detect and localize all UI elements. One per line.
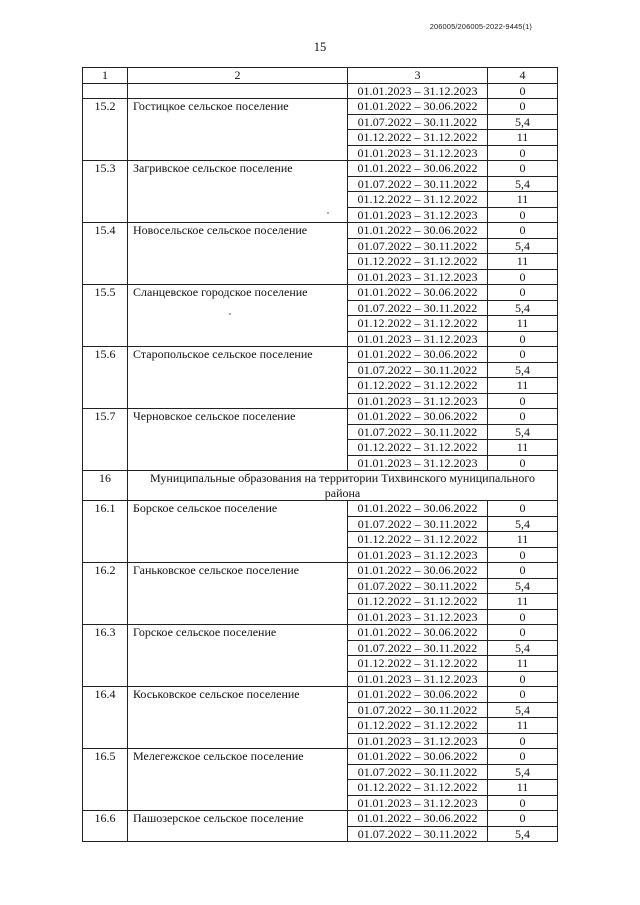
row-number: 15.7	[83, 409, 128, 471]
value-cell: 11	[488, 254, 558, 270]
value-cell: 5,4	[488, 300, 558, 316]
value-cell: 5,4	[488, 702, 558, 718]
scan-speck	[327, 212, 329, 214]
row-name	[128, 83, 348, 99]
period-cell: 01.07.2022 – 30.11.2022	[348, 424, 488, 440]
value-cell: 5,4	[488, 424, 558, 440]
period-cell: 01.01.2022 – 30.06.2022	[348, 285, 488, 301]
row-number: 16.5	[83, 749, 128, 811]
period-cell: 01.01.2022 – 30.06.2022	[348, 161, 488, 177]
value-cell: 11	[488, 780, 558, 796]
period-cell: 01.01.2023 – 31.12.2023	[348, 331, 488, 347]
period-cell: 01.01.2022 – 30.06.2022	[348, 625, 488, 641]
value-cell: 11	[488, 378, 558, 394]
group-title: Муниципальные образования на территории Тихвинского муниципального района	[128, 471, 558, 501]
value-cell: 11	[488, 130, 558, 146]
value-cell: 5,4	[488, 176, 558, 192]
value-cell: 0	[488, 563, 558, 579]
column-header-2: 2	[128, 68, 348, 84]
settlement-name: Старопольское сельское поселение	[128, 347, 348, 409]
period-cell: 01.07.2022 – 30.11.2022	[348, 578, 488, 594]
table-row	[83, 687, 558, 703]
value-cell: 0	[488, 609, 558, 625]
column-header-1: 1	[83, 68, 128, 84]
settlement-name: Горское сельское поселение	[128, 625, 348, 687]
page-number: 15	[313, 40, 327, 54]
value-cell: 5,4	[488, 362, 558, 378]
settlement-name: Коськовское сельское поселение	[128, 687, 348, 749]
value-cell: 5,4	[488, 826, 558, 842]
period-cell: 01.12.2022 – 31.12.2022	[348, 656, 488, 672]
period-cell: 01.12.2022 – 31.12.2022	[348, 130, 488, 146]
settlement-name: Борское сельское поселение	[128, 501, 348, 563]
settlement-name: Черновское сельское поселение	[128, 409, 348, 471]
period-cell: 01.07.2022 – 30.11.2022	[348, 764, 488, 780]
period-cell: 01.12.2022 – 31.12.2022	[348, 316, 488, 332]
table-row	[83, 223, 558, 239]
row-number: 16.2	[83, 563, 128, 625]
value-cell: 0	[488, 501, 558, 517]
value-cell: 11	[488, 192, 558, 208]
value-cell: 5,4	[488, 764, 558, 780]
period-cell: 01.07.2022 – 30.11.2022	[348, 702, 488, 718]
value-cell: 0	[488, 269, 558, 285]
row-number: 16.6	[83, 811, 128, 842]
period-cell: 01.12.2022 – 31.12.2022	[348, 718, 488, 734]
period-cell: 01.07.2022 – 30.11.2022	[348, 238, 488, 254]
group-row	[83, 471, 558, 501]
value-cell: 5,4	[488, 516, 558, 532]
value-cell: 11	[488, 594, 558, 610]
value-cell: 11	[488, 532, 558, 548]
value-cell: 0	[488, 285, 558, 301]
table-row	[83, 285, 558, 301]
table-row	[83, 501, 558, 517]
value-cell: 5,4	[488, 578, 558, 594]
period-cell: 01.12.2022 – 31.12.2022	[348, 378, 488, 394]
table-row	[83, 625, 558, 641]
period-cell: 01.12.2022 – 31.12.2022	[348, 254, 488, 270]
value-cell: 11	[488, 316, 558, 332]
table-row	[83, 563, 558, 579]
table-header-row	[83, 68, 558, 84]
value-cell: 0	[488, 409, 558, 425]
period-cell: 01.07.2022 – 30.11.2022	[348, 362, 488, 378]
value-cell: 0	[488, 145, 558, 161]
table-row	[83, 811, 558, 827]
value-cell: 5,4	[488, 238, 558, 254]
tariff-table	[82, 67, 558, 842]
group-number: 16	[83, 471, 128, 501]
period-cell: 01.01.2023 – 31.12.2023	[348, 795, 488, 811]
settlement-name: Мелегежское сельское поселение	[128, 749, 348, 811]
period-cell: 01.01.2023 – 31.12.2023	[348, 609, 488, 625]
value-cell: 0	[488, 347, 558, 363]
period-cell: 01.07.2022 – 30.11.2022	[348, 114, 488, 130]
period-cell: 01.01.2023 – 31.12.2023	[348, 207, 488, 223]
period-cell: 01.01.2023 – 31.12.2023	[348, 547, 488, 563]
row-number: 16.4	[83, 687, 128, 749]
settlement-name: Новосельское сельское поселение	[128, 223, 348, 285]
settlement-name: Загривское сельское поселение	[128, 161, 348, 223]
period-cell: 01.12.2022 – 31.12.2022	[348, 780, 488, 796]
period-cell: 01.01.2022 – 30.06.2022	[348, 563, 488, 579]
period-cell: 01.07.2022 – 30.11.2022	[348, 300, 488, 316]
table-row	[83, 409, 558, 425]
value-cell: 0	[488, 83, 558, 99]
table-row	[83, 749, 558, 765]
settlement-name: Ганьковское сельское поселение	[128, 563, 348, 625]
column-header-4: 4	[488, 68, 558, 84]
value-cell: 0	[488, 99, 558, 115]
settlement-name: Гостицкое сельское поселение	[128, 99, 348, 161]
value-cell: 0	[488, 393, 558, 409]
value-cell: 11	[488, 656, 558, 672]
value-cell: 0	[488, 811, 558, 827]
period-cell: 01.01.2023 – 31.12.2023	[348, 269, 488, 285]
row-number: 15.2	[83, 99, 128, 161]
table-body	[83, 68, 558, 842]
period-cell: 01.01.2023 – 31.12.2023	[348, 455, 488, 471]
period-cell: 01.07.2022 – 30.11.2022	[348, 826, 488, 842]
period-cell: 01.07.2022 – 30.11.2022	[348, 640, 488, 656]
period-cell: 01.01.2022 – 30.06.2022	[348, 347, 488, 363]
period-cell: 01.01.2023 – 31.12.2023	[348, 83, 488, 99]
value-cell: 0	[488, 795, 558, 811]
period-cell: 01.01.2022 – 30.06.2022	[348, 99, 488, 115]
value-cell: 11	[488, 440, 558, 456]
period-cell: 01.01.2022 – 30.06.2022	[348, 501, 488, 517]
scan-speck	[229, 313, 231, 315]
table-row	[83, 161, 558, 177]
table-row	[83, 347, 558, 363]
period-cell: 01.01.2022 – 30.06.2022	[348, 749, 488, 765]
value-cell: 0	[488, 625, 558, 641]
period-cell: 01.12.2022 – 31.12.2022	[348, 440, 488, 456]
value-cell: 0	[488, 223, 558, 239]
period-cell: 01.01.2023 – 31.12.2023	[348, 671, 488, 687]
period-cell: 01.07.2022 – 30.11.2022	[348, 516, 488, 532]
value-cell: 0	[488, 733, 558, 749]
value-cell: 0	[488, 331, 558, 347]
row-number: 15.4	[83, 223, 128, 285]
period-cell: 01.07.2022 – 30.11.2022	[348, 176, 488, 192]
period-cell: 01.01.2022 – 30.06.2022	[348, 687, 488, 703]
period-cell: 01.12.2022 – 31.12.2022	[348, 192, 488, 208]
value-cell: 5,4	[488, 640, 558, 656]
continuation-row	[83, 83, 558, 99]
value-cell: 5,4	[488, 114, 558, 130]
column-header-3: 3	[348, 68, 488, 84]
row-number: 15.3	[83, 161, 128, 223]
row-number: 15.5	[83, 285, 128, 347]
period-cell: 01.01.2023 – 31.12.2023	[348, 145, 488, 161]
value-cell: 11	[488, 718, 558, 734]
row-number: 16.3	[83, 625, 128, 687]
value-cell: 0	[488, 749, 558, 765]
period-cell: 01.01.2023 – 31.12.2023	[348, 393, 488, 409]
row-number	[83, 83, 128, 99]
period-cell: 01.12.2022 – 31.12.2022	[348, 594, 488, 610]
period-cell: 01.01.2022 – 30.06.2022	[348, 223, 488, 239]
period-cell: 01.01.2023 – 31.12.2023	[348, 733, 488, 749]
value-cell: 0	[488, 207, 558, 223]
document-code: 206005/206005-2022-9445(1)	[429, 22, 532, 31]
period-cell: 01.01.2022 – 30.06.2022	[348, 409, 488, 425]
value-cell: 0	[488, 455, 558, 471]
value-cell: 0	[488, 687, 558, 703]
value-cell: 0	[488, 161, 558, 177]
row-number: 16.1	[83, 501, 128, 563]
period-cell: 01.01.2022 – 30.06.2022	[348, 811, 488, 827]
settlement-name: Пашозерское сельское поселение	[128, 811, 348, 842]
table-row	[83, 99, 558, 115]
value-cell: 0	[488, 671, 558, 687]
settlement-name: Сланцевское городское поселение	[128, 285, 348, 347]
row-number: 15.6	[83, 347, 128, 409]
value-cell: 0	[488, 547, 558, 563]
period-cell: 01.12.2022 – 31.12.2022	[348, 532, 488, 548]
